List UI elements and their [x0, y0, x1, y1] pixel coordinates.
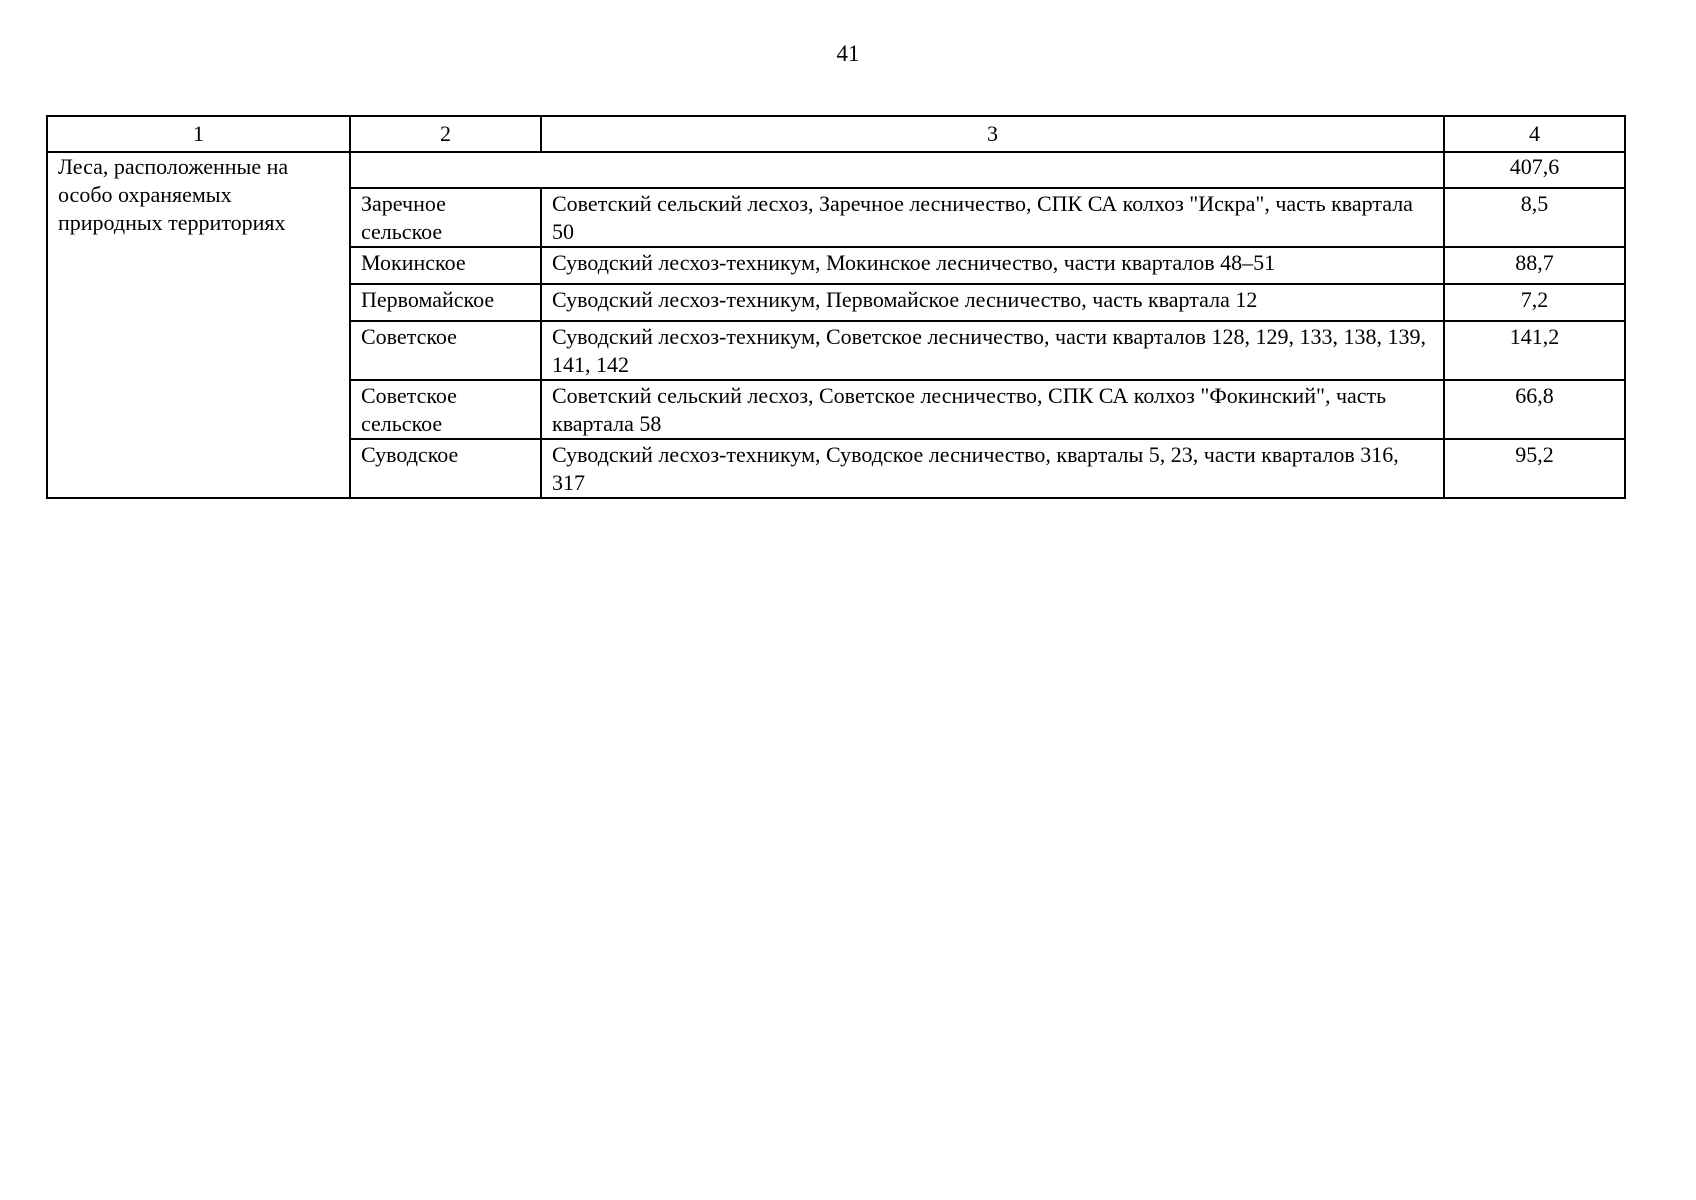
- description-cell: Суводский лесхоз-техникум, Суводское лесничество, кварталы 5, 23, части кварталов 316, 317: [541, 439, 1444, 498]
- description-cell: Советский сельский лесхоз, Советское лесничество, СПК СА колхоз "Фокинский", часть квартала 58: [541, 380, 1444, 439]
- total-value: 407,6: [1444, 152, 1625, 188]
- district-cell: Советское сельское: [350, 380, 541, 439]
- district-cell: Суводское: [350, 439, 541, 498]
- description-cell: Суводский лесхоз-техникум, Первомайское лесничество, часть квартала 12: [541, 284, 1444, 321]
- description-cell: Суводский лесхоз-техникум, Советское лесничество, части кварталов 128, 129, 133, 138, 139, 141, 142: [541, 321, 1444, 380]
- district-cell: Советское: [350, 321, 541, 380]
- column-header-1: 1: [47, 116, 350, 152]
- column-header-2: 2: [350, 116, 541, 152]
- table-header-row: [47, 116, 1625, 152]
- district-cell: Заречное сельское: [350, 188, 541, 247]
- description-cell: Суводский лесхоз-техникум, Мокинское лесничество, части кварталов 48–51: [541, 247, 1444, 284]
- area-cell: 66,8: [1444, 380, 1625, 439]
- column-header-3: 3: [541, 116, 1444, 152]
- area-cell: 88,7: [1444, 247, 1625, 284]
- district-cell: Мокинское: [350, 247, 541, 284]
- area-cell: 7,2: [1444, 284, 1625, 321]
- category-cell: Леса, расположенные на особо охраняемых природных территориях: [47, 152, 350, 498]
- column-header-4: 4: [1444, 116, 1625, 152]
- page-number: 41: [836, 41, 860, 66]
- area-cell: 95,2: [1444, 439, 1625, 498]
- area-cell: 8,5: [1444, 188, 1625, 247]
- area-cell: 141,2: [1444, 321, 1625, 380]
- total-row: [47, 152, 1625, 188]
- district-cell: Первомайское: [350, 284, 541, 321]
- forest-table: [46, 115, 1626, 499]
- total-spacer-cell: [350, 152, 1444, 188]
- description-cell: Советский сельский лесхоз, Заречное лесничество, СПК СА колхоз "Искра", часть квартала 50: [541, 188, 1444, 247]
